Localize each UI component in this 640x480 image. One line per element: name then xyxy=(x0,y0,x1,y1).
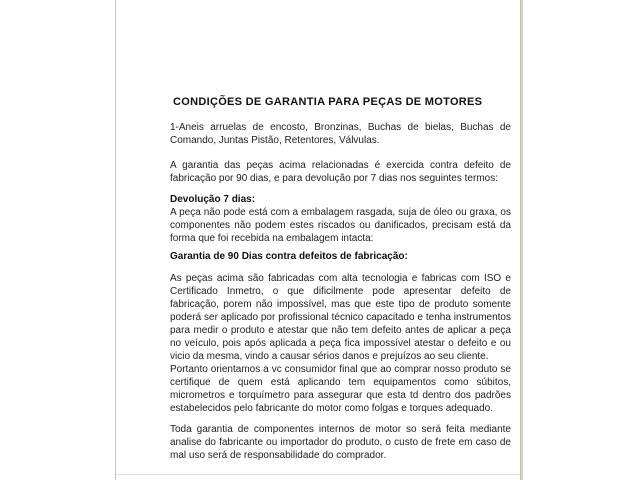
warranty-summary-paragraph: A garantia das peças acima relacionadas é exercida contra defeito de fabricação por 90 dias, e para devolução por 7 dias nos seguintes termos: xyxy=(170,160,511,184)
document-title: CONDIÇÕES DE GARANTIA PARA PEÇAS DE MOTORES xyxy=(173,96,483,108)
garantia-quality-paragraph: As peças acima são fabricadas com alta tecnologia e fabricas com ISO e Certificado Inmetro, o que dificilmente pode apresentar defeito de fabricação, porem não impossível, mas que este tipo de produto somente poderá ser aplicado por profissional técnico capacitado e tenha instrumentos para medir o produto e atestar que não tem defeito antes de aplicar a peça no veículo, pois após aplicada a peça fica impossível atestar o defeito e ou vicio da mesma, vindo a causar sérios danos e prejuízos ao seu cliente. xyxy=(170,273,511,362)
page-bottom-border xyxy=(116,474,520,475)
section-heading-devolucao-7-dias: Devolução 7 dias: xyxy=(170,194,256,205)
document-content xyxy=(170,96,511,462)
garantia-advice-paragraph: Portanto orientamos a vc consumidor final que ao comprar nosso produto se certifique de quem está aplicando tem equipamentos como súbitos, micrometros e torquímetro para assegurar que esta td dentro dos padrões estabelecidos pelo fabricante do motor como folgas e torques adequado. xyxy=(170,364,511,414)
garantia-analysis-paragraph: Toda garantia de componentes internos de motor so será feita mediante analise do fabricante ou importador do produto, o custo de frete em caso de mal uso será de responsabilidade do comprador. xyxy=(170,424,511,461)
page-left-border xyxy=(115,0,116,480)
devolucao-terms-paragraph: A peça não pode está com a embalagem rasgada, suja de óleo ou graxa, os componentes não podem estes riscados ou danificados, precisam está da forma que foi recebida na embalagem intacta: xyxy=(170,207,511,244)
section-heading-garantia-90-dias: Garantia de 90 Dias contra defeitos de fabricação: xyxy=(170,251,408,262)
page-right-border xyxy=(520,0,523,480)
parts-list-paragraph: 1-Aneis arruelas de encosto, Bronzinas, Buchas de bielas, Buchas de Comando, Juntas Pistão, Retentores, Válvulas. xyxy=(170,122,511,146)
